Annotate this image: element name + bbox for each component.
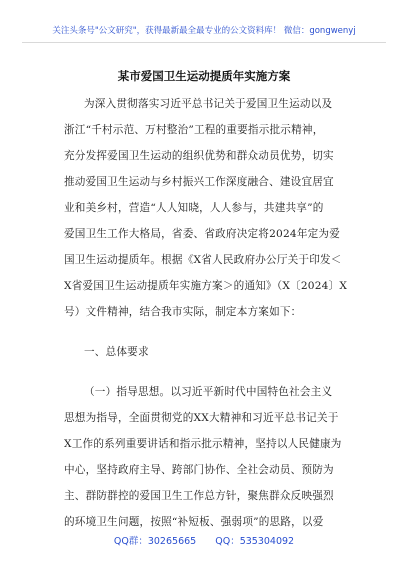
body-line: （一）指导思想。以习近平新时代中国特色社会主义 — [84, 386, 333, 398]
body-line: 中心，坚持政府主导、跨部门协作、全社会动员、预防为 — [64, 464, 334, 476]
body-line: X省爱国卫生运动提质年实施方案＞的通知》（X〔2024〕X — [64, 280, 348, 292]
body-line: 思想为指导，全面贯彻党的XX大精神和习近平总书记关于 — [64, 412, 339, 424]
body-line: X工作的系列重要讲话和指示批示精神，坚持以人民健康为 — [64, 438, 342, 450]
body-line: 号）文件精神，结合我市实际，制定本方案如下： — [64, 306, 302, 318]
header-bar — [0, 0, 408, 20]
header-notice: 关注头条号"公文研究"，获得最新最全最专业的公文资料库！ 微信：gongwenyj — [52, 26, 356, 36]
body-line: 浙江“千村示范、万村整治”工程的重要指示批示精神， — [64, 124, 324, 136]
body-line: 主、群防群控的爱国卫生工作总方针，聚焦群众反映强烈 — [64, 490, 334, 502]
document-title: 某市爱国卫生运动提质年实施方案 — [117, 69, 291, 83]
body-line: 国卫生运动提质年。根据《X省人民政府办公厅关于印发＜ — [64, 254, 342, 266]
body-line: 业和美乡村，营造“人人知晓，人人参与，共建共享”的 — [64, 202, 324, 214]
footer-contact — [0, 533, 408, 547]
footer-qq-group: QQ群：30265665 — [113, 536, 197, 547]
footer-qq: QQ：535304092 — [215, 536, 295, 547]
header-divider — [22, 42, 386, 43]
body-line: 充分发挥爱国卫生运动的组织优势和群众动员优势，切实 — [64, 150, 334, 162]
body-line: 爱国卫生工作大格局，省委、省政府决定将2024年定为爱 — [64, 228, 341, 240]
section-heading: 一、总体要求 — [84, 346, 149, 358]
body-line: 推动爱国卫生运动与乡村振兴工作深度融合、建设宜居宜 — [64, 176, 334, 188]
body-line: 为深入贯彻落实习近平总书记关于爱国卫生运动以及 — [84, 98, 333, 110]
body-line: 的环境卫生问题，按照“补短板、强弱项”的思路，以爱 — [64, 516, 324, 528]
